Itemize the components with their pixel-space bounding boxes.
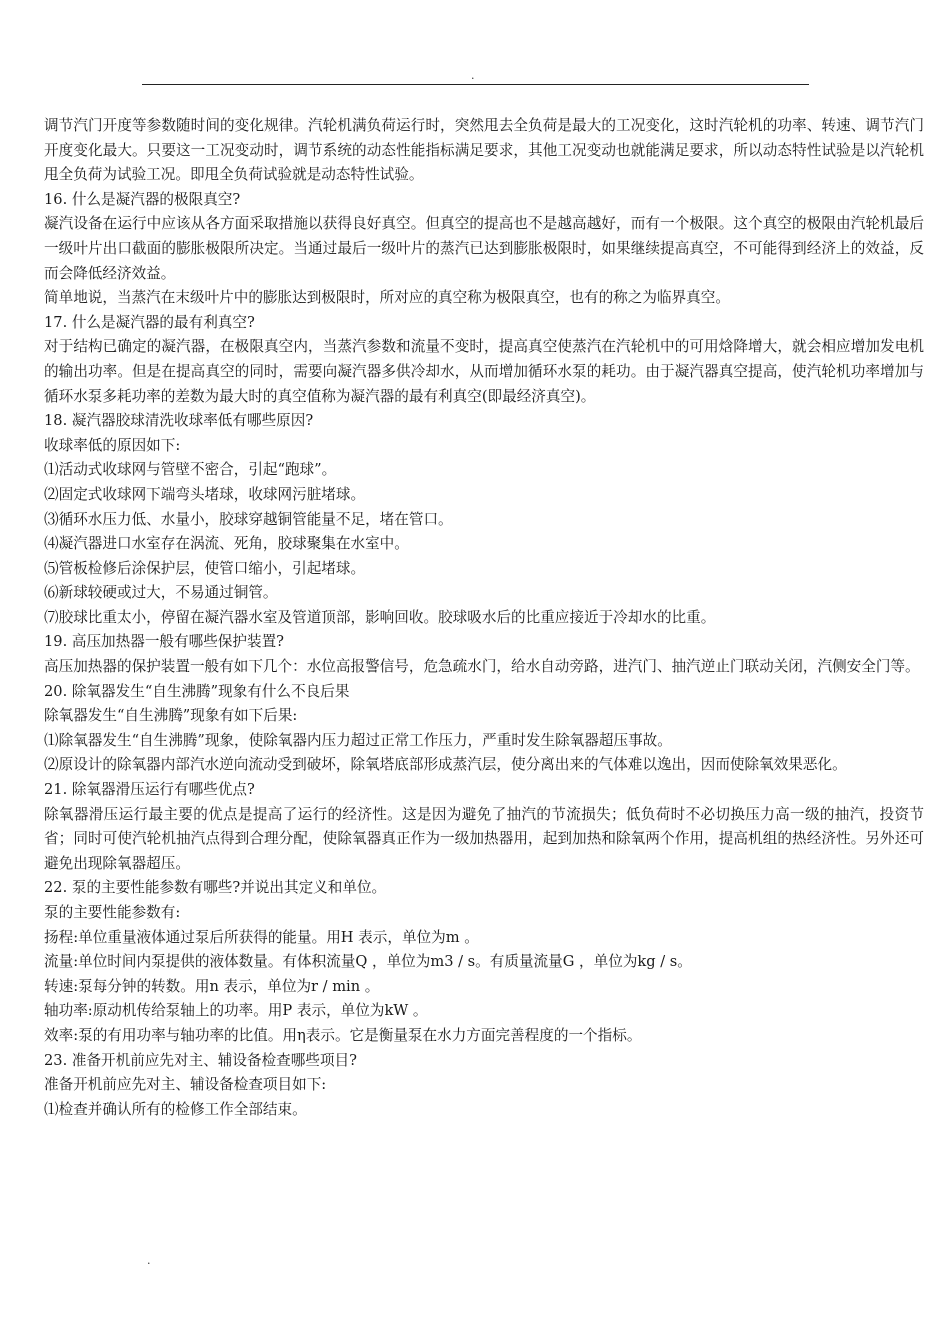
question-16-heading: 16. 什么是凝汽器的极限真空?: [44, 190, 241, 208]
definition-flow: 流量:单位时间内泵提供的液体数量。有体积流量Q ，单位为m3 / s。有质量流量G ，单位为kg / s。: [44, 953, 692, 971]
list-item: ⑷凝汽器进口水室存在涡流、死角，胶球聚集在水室中。: [44, 535, 409, 553]
list-intro: 准备开机前应先对主、辅设备检查项目如下:: [44, 1076, 327, 1094]
header-rule: [142, 84, 809, 85]
paragraph-dynamic-test: 调节汽门开度等参数随时间的变化规律。汽轮机满负荷运行时，突然甩去全负荷是最大的工况变化，这时汽轮机的功率、转速、调节汽门开度变化最大。只要这一工况变动时，调节系统的动态性能指标满足要求，其他工况变动也就能满足要求，所以动态特性试验是以汽轮机甩全负荷为试验工况。即甩全负荷试验就是动态特性试验。: [44, 117, 924, 184]
list-item: ⑶循环水压力低、水量小，胶球穿越铜管能量不足，堵在管口。: [44, 510, 453, 528]
paragraph-sliding-pressure: 除氧器滑压运行最主要的优点是提高了运行的经济性。这是因为避免了抽汽的节流损失；低负荷时不必切换压力高一级的抽汽，投资节省；同时可使汽轮机抽汽点得到合理分配，使除氧器真正作为一级加热器用，起到加热和除氧两个作用，提高机组的热经济性。另外还可避免出现除氧器超压。: [44, 805, 924, 872]
list-item: ⑺胶球比重太小，停留在凝汽器水室及管道顶部，影响回收。胶球吸水后的比重应接近于冷却水的比重。: [44, 608, 716, 626]
question-21-heading: 21. 除氧器滑压运行有哪些优点?: [44, 781, 255, 799]
footer-dot: .: [147, 1254, 151, 1267]
question-20-heading: 20. 除氧器发生“自生沸腾”现象有什么不良后果: [44, 682, 350, 700]
paragraph-optimal-vacuum: 对于结构已确定的凝汽器，在极限真空内，当蒸汽参数和流量不变时，提高真空使蒸汽在汽轮机中的可用焓降增大，就会相应增加发电机的输出功率。但是在提高真空的同时，需要向凝汽器多供冷却水，从而增加循环水泵的耗功。由于凝汽器真空提高，使汽轮机功率增加与循环水泵多耗功率的差数为最大时的真空值称为凝汽器的最有利真空(即最经济真空)。: [44, 338, 924, 405]
question-17-heading: 17. 什么是凝汽器的最有利真空?: [44, 313, 255, 331]
list-intro: 泵的主要性能参数有:: [44, 904, 181, 921]
paragraph-heater-protection: 高压加热器的保护装置一般有如下几个：水位高报警信号，危急疏水门，给水自动旁路，进汽门、抽汽逆止门联动关闭，汽侧安全门等。: [44, 658, 920, 676]
header-dot: .: [471, 69, 475, 82]
list-item: ⑵固定式收球网下端弯头堵球，收球网污脏堵球。: [44, 485, 366, 503]
definition-shaft-power: 轴功率:原动机传给泵轴上的功率。用P 表示，单位为kW 。: [44, 1002, 428, 1020]
list-item: ⑹新球较硬或过大，不易通过铜管。: [44, 584, 278, 602]
question-19-heading: 19. 高压加热器一般有哪些保护装置?: [44, 633, 284, 651]
list-item: ⑵原设计的除氧器内部汽水逆向流动受到破坏，除氧塔底部形成蒸汽层，使分离出来的气体难以逸出，因而使除氧效果恶化。: [44, 756, 847, 774]
list-item: ⑴活动式收球网与管壁不密合，引起“跑球”。: [44, 461, 337, 479]
definition-speed: 转速:泵每分钟的转数。用n 表示，单位为r / min 。: [44, 977, 380, 995]
document-body: [44, 114, 924, 1122]
list-item: ⑴除氧器发生“自生沸腾”现象，使除氧器内压力超过正常工作压力，严重时发生除氧器超压事故。: [44, 731, 672, 749]
list-item: ⑸管板检修后涂保护层，使管口缩小，引起堵球。: [44, 559, 366, 577]
question-23-heading: 23. 准备开机前应先对主、辅设备检查哪些项目?: [44, 1051, 357, 1069]
list-intro: 收球率低的原因如下:: [44, 436, 181, 454]
paragraph-limit-vacuum-summary: 简单地说，当蒸汽在末级叶片中的膨胀达到极限时，所对应的真空称为极限真空，也有的称之为临界真空。: [44, 289, 730, 307]
question-22-heading: 22. 泵的主要性能参数有哪些?并说出其定义和单位。: [44, 879, 387, 897]
list-item: ⑴检查并确认所有的检修工作全部结束。: [44, 1100, 307, 1118]
question-18-heading: 18. 凝汽器胶球清洗收球率低有哪些原因?: [44, 412, 314, 430]
paragraph-limit-vacuum: 凝汽设备在运行中应该从各方面采取措施以获得良好真空。但真空的提高也不是越高越好，而有一个极限。这个真空的极限由汽轮机最后一级叶片出口截面的膨胀极限所决定。当通过最后一级叶片的蒸汽已达到膨胀极限时，如果继续提高真空，不可能得到经济上的效益，反而会降低经济效益。: [44, 215, 924, 282]
list-intro: 除氧器发生“自生沸腾”现象有如下后果:: [44, 707, 298, 725]
definition-head: 扬程:单位重量液体通过泵后所获得的能量。用H 表示，单位为m 。: [44, 928, 479, 946]
definition-efficiency: 效率:泵的有用功率与轴功率的比值。用η表示。它是衡量泵在水力方面完善程度的一个指标。: [44, 1026, 642, 1044]
